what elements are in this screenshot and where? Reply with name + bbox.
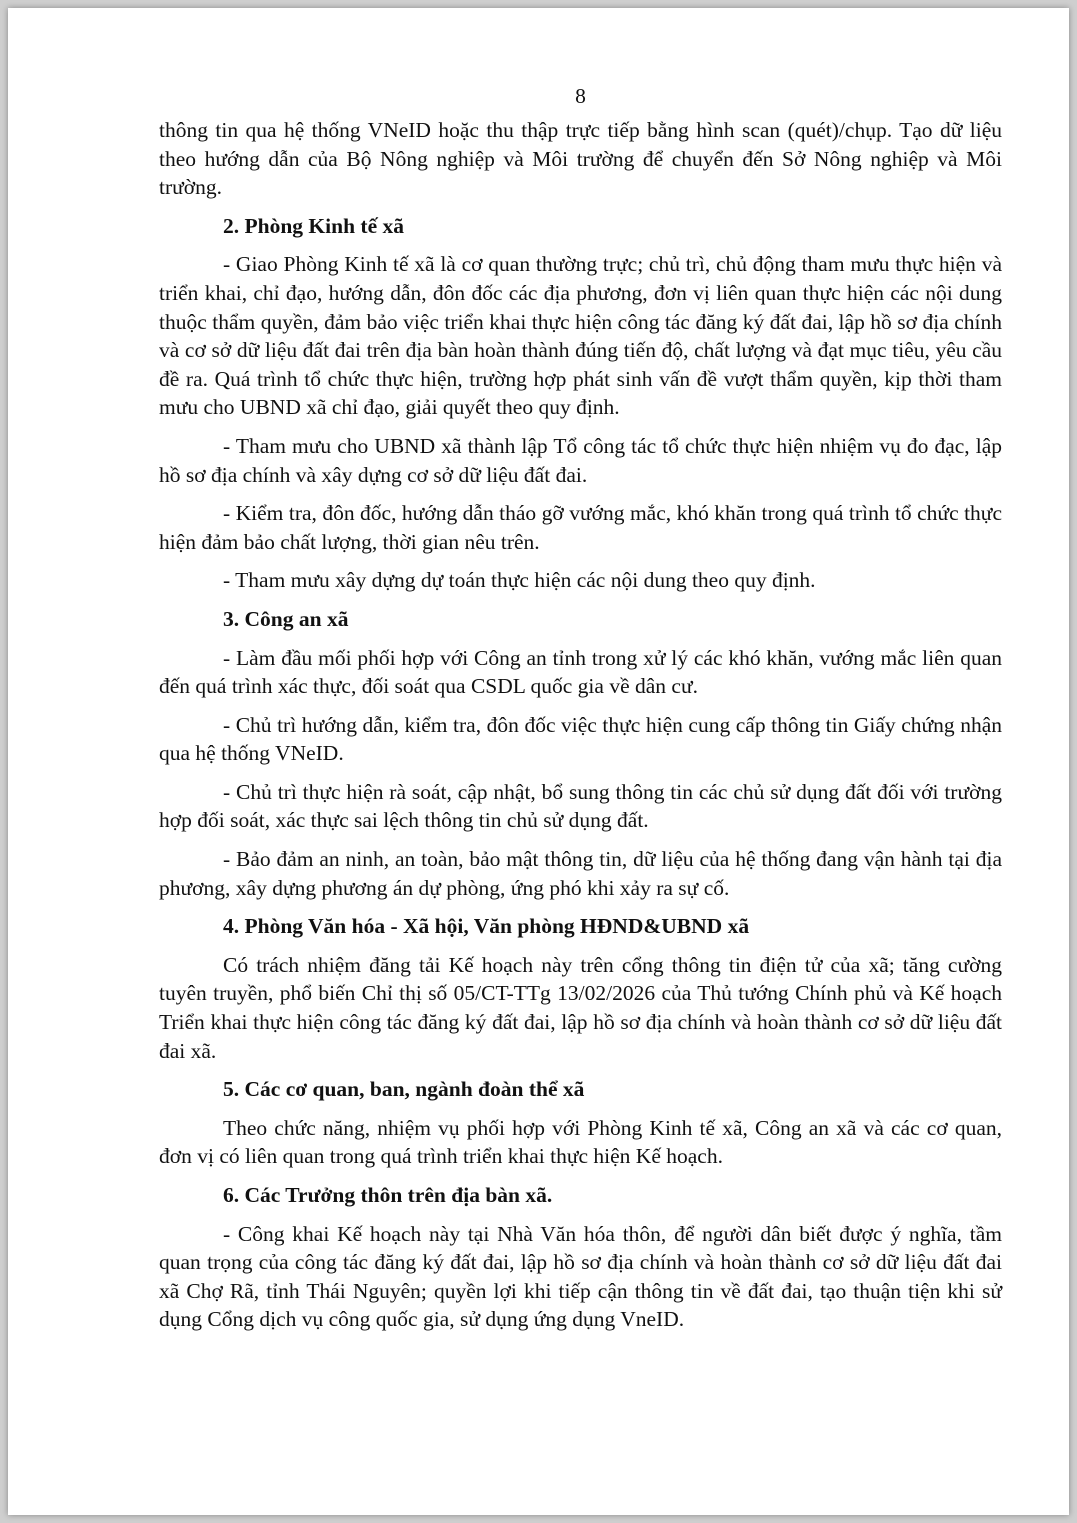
section-truong-thon (159, 1181, 1002, 1334)
section-paragraph: Theo chức năng, nhiệm vụ phối hợp với Phòng Kinh tế xã, Công an xã và các cơ quan, đơn vị có liên quan trong quá trình triển khai thực hiện Kế hoạch. (159, 1115, 1002, 1169)
section-paragraph: - Tham mưu xây dựng dự toán thực hiện các nội dung theo quy định. (223, 568, 816, 593)
section-van-hoa-xa-hoi (159, 912, 1002, 1065)
section-paragraph: - Chủ trì hướng dẫn, kiểm tra, đôn đốc việc thực hiện cung cấp thông tin Giấy chứng nhận qua hệ thống VNeID. (159, 712, 1002, 766)
section-phong-kinh-te (159, 212, 1002, 595)
page-content (159, 76, 1002, 1344)
section-paragraph: - Chủ trì thực hiện rà soát, cập nhật, bổ sung thông tin các chủ sử dụng đất đối với trường hợp đối soát, xác thực sai lệch thông tin chủ sử dụng đất. (159, 779, 1002, 833)
section-paragraph: - Bảo đảm an ninh, an toàn, bảo mật thông tin, dữ liệu của hệ thống đang vận hành tại địa phương, xây dựng phương án dự phòng, ứng phó khi xảy ra sự cố. (159, 847, 1002, 900)
section-heading: 6. Các Trưởng thôn trên địa bàn xã. (223, 1183, 553, 1207)
page-number: 8 (575, 84, 586, 108)
section-paragraph: - Làm đầu mối phối hợp với Công an tỉnh trong xử lý các khó khăn, vướng mắc liên quan đến quá trình xác thực, đối soát qua CSDL quốc gia về dân cư. (159, 645, 1002, 699)
section-doan-the (159, 1075, 1002, 1171)
section-heading: 3. Công an xã (223, 606, 349, 631)
section-paragraph: - Tham mưu cho UBND xã thành lập Tổ công tác tổ chức thực hiện nhiệm vụ đo đạc, lập hồ sơ địa chính và xây dựng cơ sở dữ liệu đất đai. (159, 433, 1002, 487)
document-page (8, 8, 1069, 1515)
section-heading: 4. Phòng Văn hóa - Xã hội, Văn phòng HĐND&UBND xã (223, 914, 750, 939)
section-paragraph: Có trách nhiệm đăng tải Kế hoạch này trên cổng thông tin điện tử của xã; tăng cường tuyên truyền, phổ biến Chỉ thị số 05/CT-TTg 13/02/2026 của Thủ tướng Chính phủ và Kế hoạch Triển khai thực hiện công tác đăng ký đất đai, lập hồ sơ địa chính và hoàn thành cơ sở dữ liệu đất đai xã. (159, 952, 1002, 1063)
section-paragraph: - Công khai Kế hoạch này tại Nhà Văn hóa thôn, để người dân biết được ý nghĩa, tầm quan trọng của công tác đăng ký đất đai, lập hồ sơ địa chính và hoàn thành cơ sở dữ liệu đất đai xã Chợ Rã, tỉnh Thái Nguyên; quyền lợi khi tiếp cận thông tin về đất đai, tạo thuận tiện khi sử dụng Cổng dịch vụ công quốc gia, sử dụng ứng dụng VneID. (159, 1221, 1002, 1332)
section-cong-an (159, 605, 1002, 902)
section-heading: 5. Các cơ quan, ban, ngành đoàn thể xã (223, 1077, 585, 1102)
section-heading: 2. Phòng Kinh tế xã (223, 213, 404, 238)
section-paragraph: - Giao Phòng Kinh tế xã là cơ quan thường trực; chủ trì, chủ động tham mưu thực hiện và triển khai, chỉ đạo, hướng dẫn, đôn đốc các địa phương, đơn vị liên quan thực hiện các nội dung thuộc thẩm quyền, đảm bảo việc triển khai thực hiện công tác đăng ký đất đai, lập hồ sơ địa chính và cơ sở dữ liệu đất đai trên địa bàn hoàn thành đúng tiến độ, chất lượng và đạt mục tiêu, yêu cầu đề ra. Quá trình tổ chức thực hiện, trường hợp phát sinh vấn đề vượt thẩm quyền, kịp thời tham mưu cho UBND xã chỉ đạo, giải quyết theo quy định. (159, 252, 1002, 420)
section-paragraph: - Kiểm tra, đôn đốc, hướng dẫn tháo gỡ vướng mắc, khó khăn trong quá trình tổ chức thực hiện đảm bảo chất lượng, thời gian nêu trên. (159, 501, 1002, 554)
lead-paragraph: thông tin qua hệ thống VNeID hoặc thu thập trực tiếp bằng hình scan (quét)/chụp. Tạo dữ liệu theo hướng dẫn của Bộ Nông nghiệp và Môi trường để chuyển đến Sở Nông nghiệp và Môi trường. (159, 118, 1002, 200)
